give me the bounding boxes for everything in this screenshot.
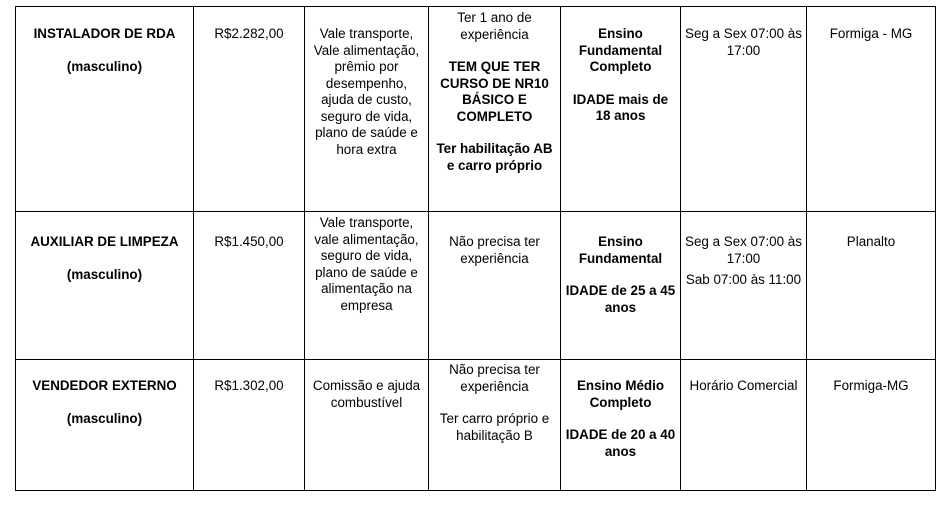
salario-cell [194, 7, 305, 212]
beneficios-cell [305, 212, 429, 360]
cargo-cell [16, 212, 194, 360]
job-gender: (masculino) [66, 58, 143, 74]
schedule: Horário Comercial [689, 378, 798, 393]
education: Ensino Médio Completo [576, 378, 665, 410]
table-row [16, 7, 936, 212]
location: Formiga-MG [833, 378, 909, 393]
horario-cell [681, 7, 807, 212]
requisitos-cell [429, 7, 561, 212]
requisitos-cell [429, 212, 561, 360]
job-listings-table [15, 6, 936, 491]
salary: R$1.450,00 [214, 234, 284, 249]
salary: R$2.282,00 [214, 26, 284, 41]
table-row [16, 360, 936, 491]
requirement: Não precisa ter experiência [449, 362, 540, 394]
beneficios-cell [305, 360, 429, 491]
job-gender: (masculino) [66, 410, 143, 426]
local-cell [807, 7, 936, 212]
location: Planalto [846, 234, 896, 249]
cargo-cell [16, 7, 194, 212]
education: Ensino Fundamental Completo [578, 26, 663, 74]
location: Formiga - MG [829, 26, 913, 41]
age-requirement: IDADE de 25 a 45 anos [565, 283, 676, 315]
requirement: Ter habilitação AB e carro próprio [436, 141, 553, 173]
local-cell [807, 212, 936, 360]
salario-cell [194, 360, 305, 491]
age-requirement: IDADE de 20 a 40 anos [565, 427, 676, 459]
cargo-cell [16, 360, 194, 491]
requirement: Ter 1 ano de experiência [457, 10, 532, 42]
requirement: TEM QUE TER CURSO DE NR10 BÁSICO E COMPLETO [440, 59, 549, 124]
education: Ensino Fundamental [578, 234, 663, 266]
beneficios-cell [305, 7, 429, 212]
job-title: INSTALADOR DE RDA [33, 26, 176, 41]
benefits: Vale transporte, vale alimentação, seguro de vida, plano de saúde e alimentação na empresa [314, 215, 419, 313]
table-row [16, 212, 936, 360]
horario-cell [681, 360, 807, 491]
escolaridade-cell [561, 360, 681, 491]
horario-cell [681, 212, 807, 360]
schedule: Seg a Sex 07:00 às 17:00 [685, 234, 802, 266]
age-requirement: IDADE mais de 18 anos [572, 91, 669, 123]
escolaridade-cell [561, 7, 681, 212]
salary: R$1.302,00 [214, 378, 284, 393]
escolaridade-cell [561, 212, 681, 360]
requirement: Ter carro próprio e habilitação B [439, 411, 550, 443]
schedule: Sab 07:00 às 11:00 [685, 272, 802, 287]
job-title: AUXILIAR DE LIMPEZA [30, 234, 179, 249]
job-gender: (masculino) [66, 266, 143, 282]
salario-cell [194, 212, 305, 360]
benefits: Vale transporte, Vale alimentação, prêmio por desempenho, ajuda de custo, seguro de vida, plano de saúde e hora extra [313, 26, 420, 157]
requirement: Não precisa ter experiência [449, 234, 540, 266]
requisitos-cell [429, 360, 561, 491]
local-cell [807, 360, 936, 491]
job-title: VENDEDOR EXTERNO [32, 378, 177, 393]
schedule: Seg a Sex 07:00 às 17:00 [685, 26, 802, 58]
benefits: Comissão e ajuda combustível [312, 378, 421, 410]
